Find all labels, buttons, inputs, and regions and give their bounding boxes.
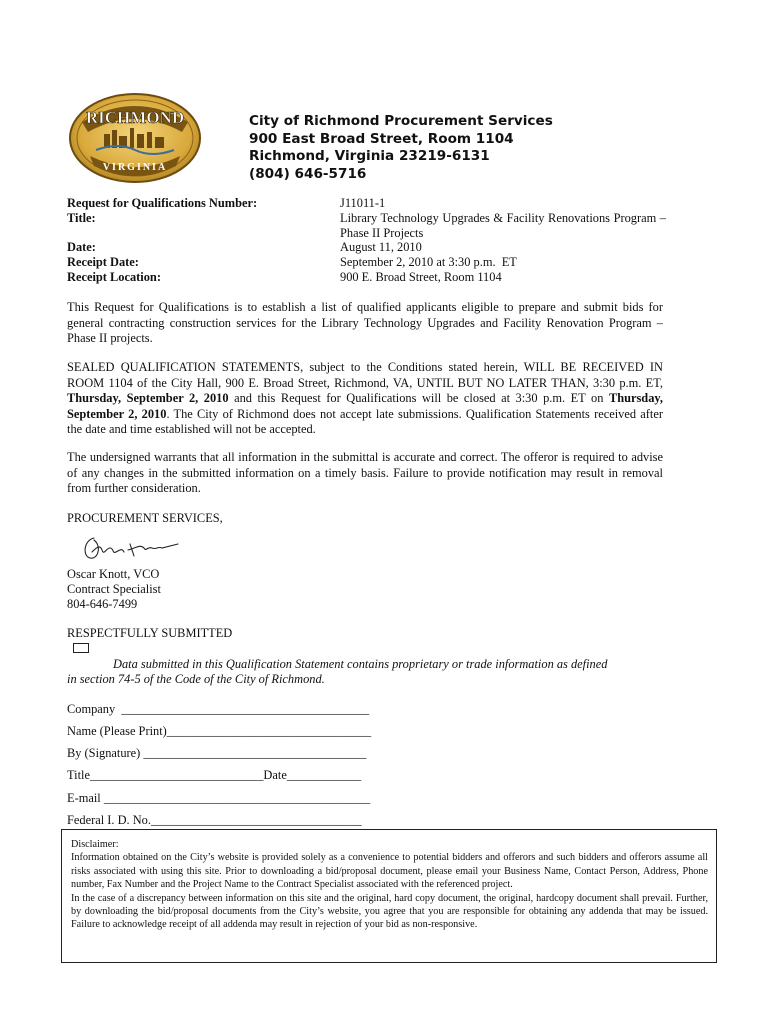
disclaimer-paragraph-1: Information obtained on the City’s website is provided solely as a convenience to potential bidders and offerors and such bidders and offerors assume all risks associated with using this site. Prior to downloading a bid/proposal document, please email your Business Name, Contact Person, Address, Phone number, Fax Number and the Project Name to the Contract Specialist associated with the referenced project. [71, 852, 708, 891]
proprietary-note-line-2: in section 74-5 of the Code of the City of Richmond. [67, 672, 325, 686]
proprietary-note-line-1: Data submitted in this Qualification Statement contains proprietary or trade information as defined [113, 657, 608, 671]
rfq-date-value: August 11, 2010 [340, 240, 422, 254]
signature-field[interactable]: By (Signature) ____________________________________ [67, 746, 367, 760]
disclaimer-paragraph-2: In the case of a discrepancy between information on this site and the original, hard copy document, the original, hardcopy document shall prevail. Further, by downloading the bid/proposal documents from the City’s website, you agree that you are responsible for obtaining any addenda that may be issued. Failure to acknowledge receipt of all addenda may result in rejection of your bid as non-responsive. [71, 892, 708, 931]
deadline-bold-2: Thursday, September 2, 2010 [67, 391, 664, 421]
signer-phone: 804-646-7499 [67, 597, 138, 611]
rfq-number-label: Request for Qualifications Number: [67, 196, 258, 210]
federal-id-field[interactable]: Federal I. D. No.__________________________________ [67, 813, 362, 827]
procurement-services-heading: PROCUREMENT SERVICES, [67, 511, 223, 525]
org-phone: (804) 646-5716 [249, 165, 367, 182]
rfq-date-label: Date: [67, 240, 96, 254]
respectfully-submitted-heading: RESPECTFULLY SUBMITTED [67, 626, 233, 640]
sealed-text-3: . The City of Richmond does not accept late submissions. Qualification Statements received after the date and time established will not be accepted. [67, 406, 663, 436]
org-city: Richmond, Virginia 23219-6131 [249, 148, 490, 164]
receipt-location-label: Receipt Location: [67, 270, 161, 284]
city-of-richmond-seal [68, 92, 203, 184]
deadline-bold-1: Thursday, September 2, 2010 [67, 391, 229, 405]
company-field[interactable]: Company ________________________________________ [67, 702, 370, 716]
disclaimer-heading: Disclaimer: [71, 839, 119, 850]
org-name: City of Richmond Procurement Services [249, 113, 553, 129]
receipt-date-value: September 2, 2010 at 3:30 p.m. ET [340, 255, 517, 269]
seal-top-word: RICHMOND [85, 108, 185, 127]
warranty-paragraph: The undersigned warrants that all information in the submittal is accurate and correct. The offeror is required to advise of any changes in the submitted information on a timely basis. Failure to provide notification may result in removal from further consideration. [67, 450, 663, 495]
procurement-header [249, 113, 553, 183]
signer-role: Contract Specialist [67, 582, 161, 596]
rfq-title-label: Title: [67, 211, 96, 225]
proprietary-checkbox[interactable] [73, 643, 89, 653]
rfq-title-value: Library Technology Upgrades & Facility Renovations Program – Phase II Projects [340, 211, 666, 240]
receipt-date-label: Receipt Date: [67, 255, 139, 269]
print-name-field[interactable]: Name (Please Print)_________________________________ [67, 724, 372, 738]
handwritten-signature [80, 530, 180, 566]
title-date-field[interactable]: Title____________________________Date____________ [67, 768, 362, 782]
seal-bottom-word: VIRGINIA [102, 162, 168, 173]
intro-paragraph: This Request for Qualifications is to establish a list of qualified applicants eligible to prepare and submit bids for general contracting construction services for the Library Technology Upgrades and Facility Renovation Program – Phase II projects. [67, 300, 663, 345]
signer-name: Oscar Knott, VCO [67, 567, 160, 581]
disclaimer-box [61, 829, 717, 963]
email-field[interactable]: E-mail ___________________________________________ [67, 791, 371, 805]
sealed-text-1: SEALED QUALIFICATION STATEMENTS, subject to the Conditions stated herein, WILL BE RECEIVED IN ROOM 1104 of the City Hall, 900 E. Broad Street, Richmond, VA, UNTIL BUT NO LATER THAN, 3:30 p.m. ET, [67, 360, 663, 390]
sealed-statements-paragraph [67, 360, 663, 438]
sealed-text-2: and this Request for Qualifications will be closed at 3:30 p.m. ET on [228, 391, 609, 405]
org-address: 900 East Broad Street, Room 1104 [249, 130, 514, 147]
rfq-number-value: J11011-1 [340, 196, 386, 210]
receipt-location-value: 900 E. Broad Street, Room 1104 [340, 270, 502, 284]
